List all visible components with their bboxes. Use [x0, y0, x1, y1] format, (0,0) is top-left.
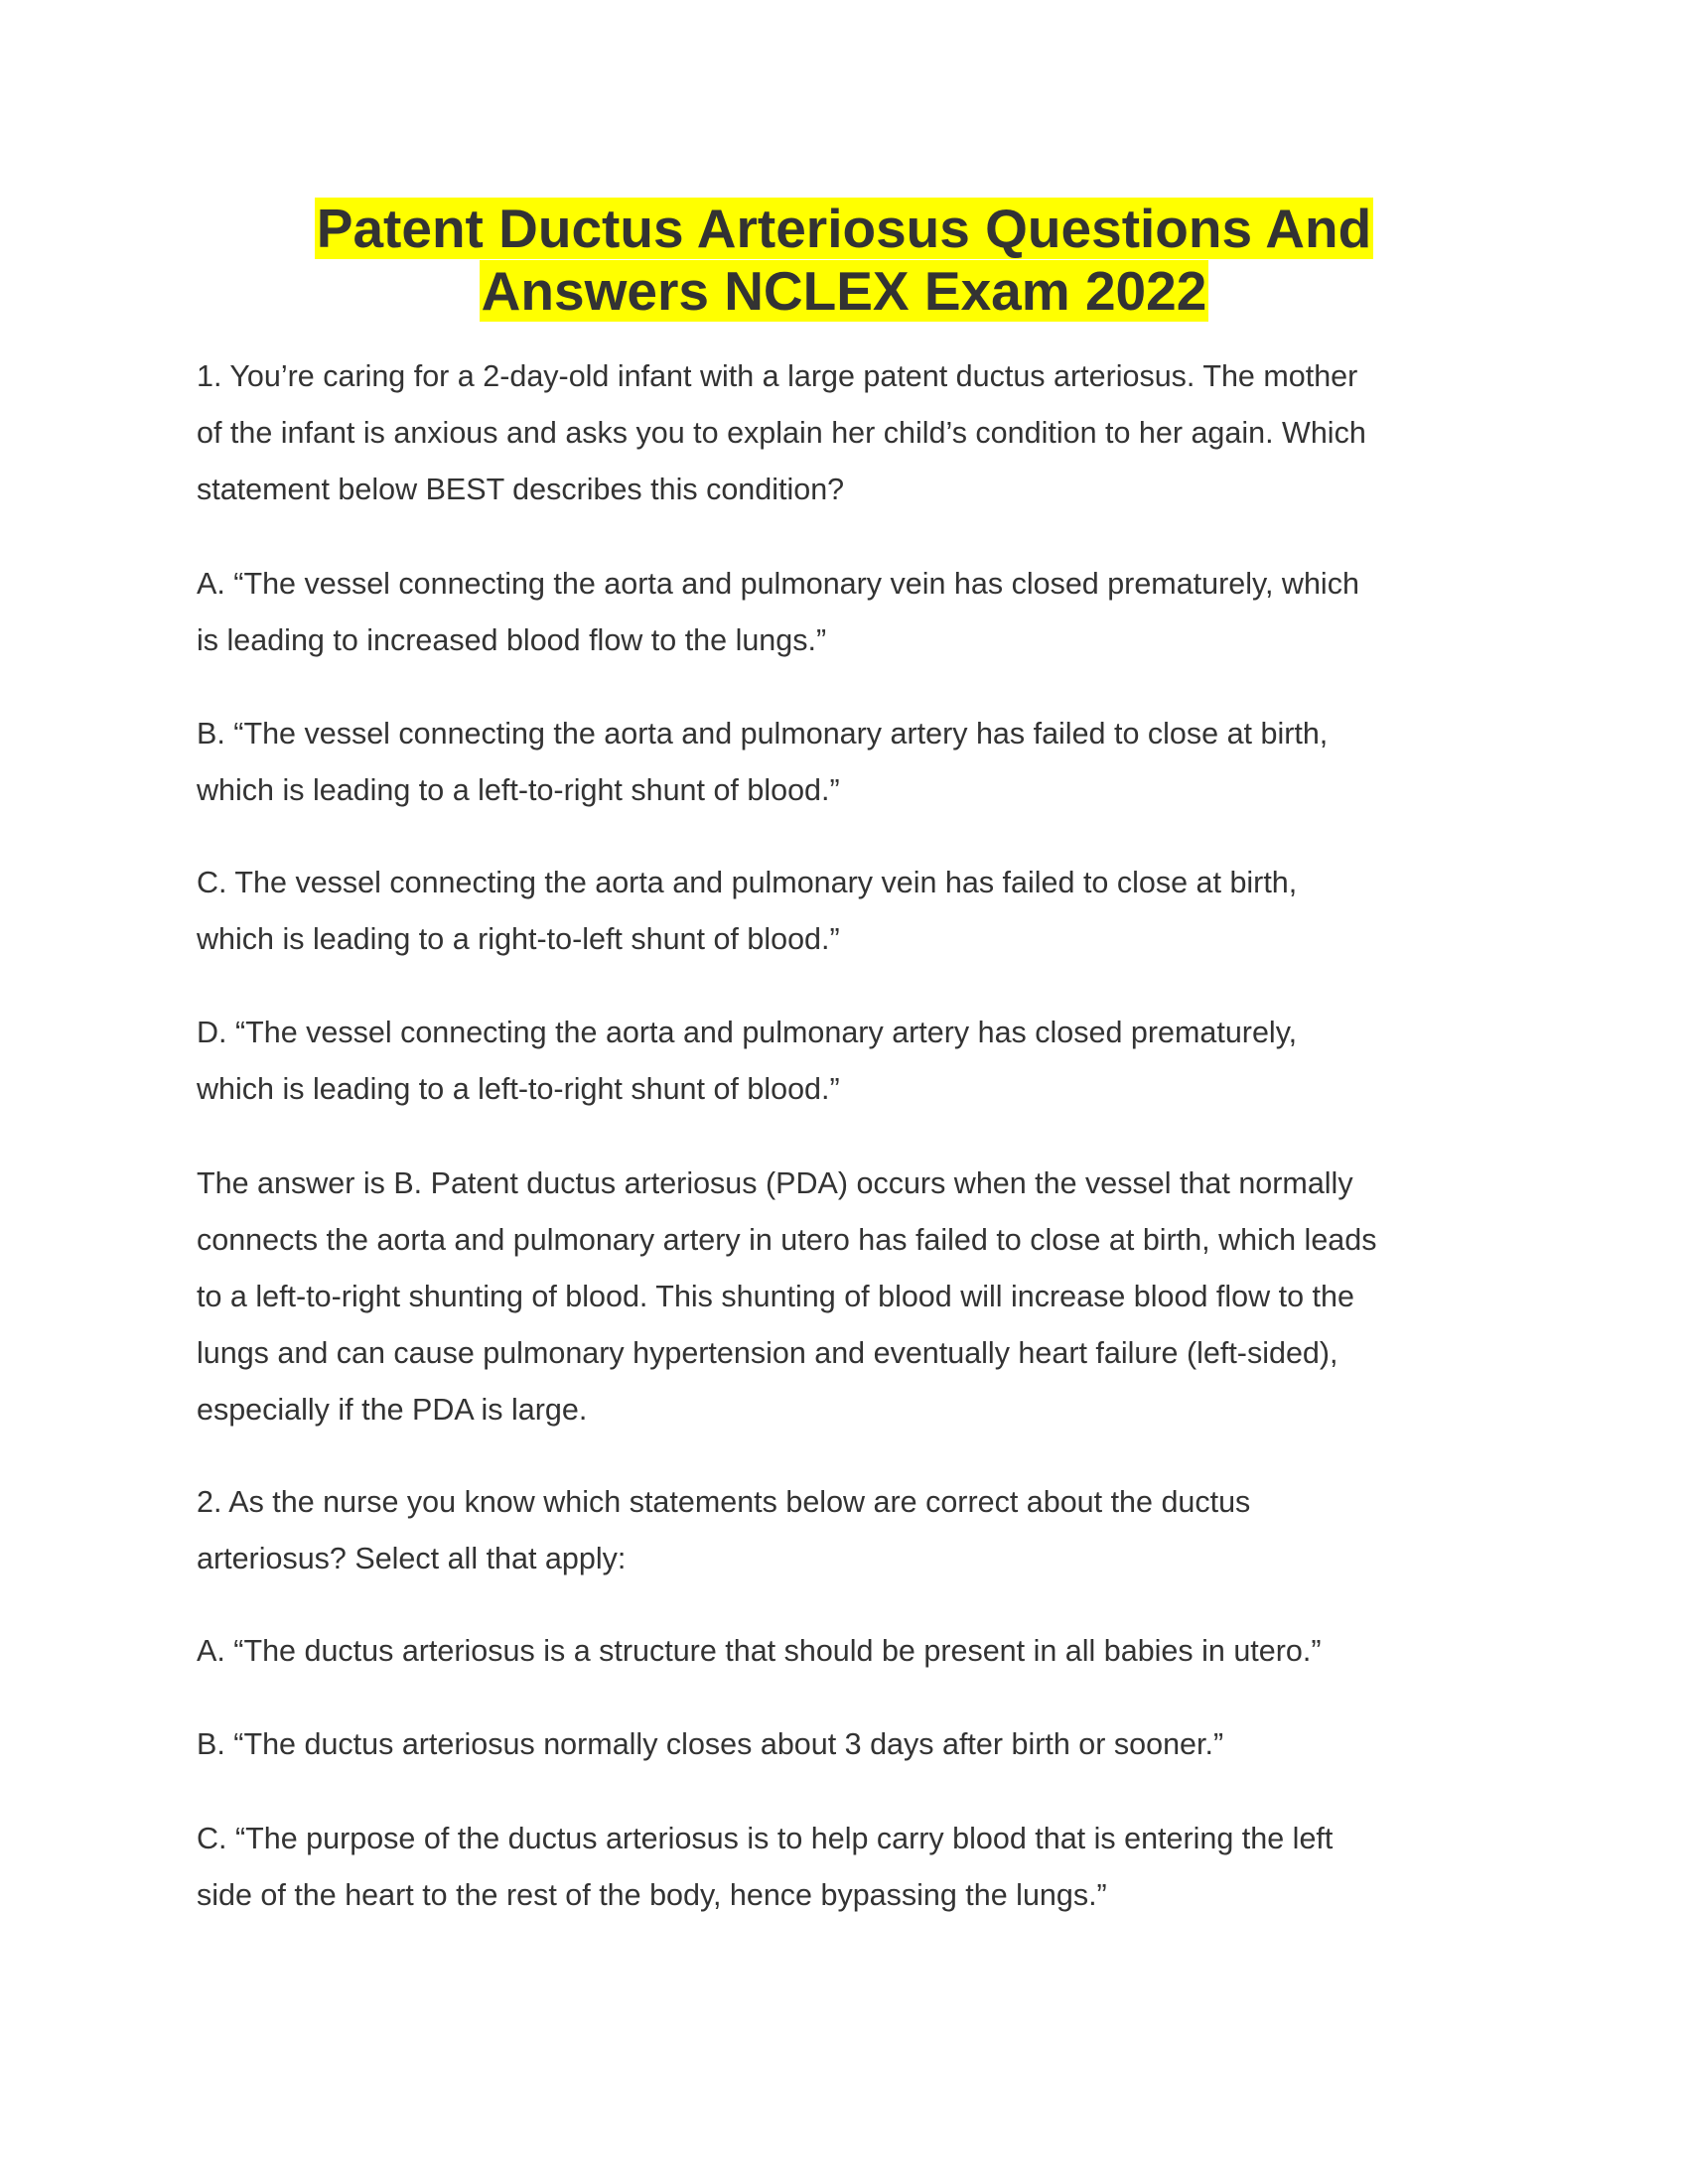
q1-option-b	[197, 706, 1507, 819]
q1-answer	[197, 1156, 1507, 1438]
text-line: C. The vessel connecting the aorta and pulmonary vein has failed to close at birth,	[197, 866, 1298, 899]
document-title	[0, 198, 1688, 323]
text-line: of the infant is anxious and asks you to explain her child’s condition to her again. Which	[197, 416, 1366, 450]
text-line: The answer is B. Patent ductus arteriosus (PDA) occurs when the vessel that normally	[197, 1166, 1353, 1200]
title-line: Answers NCLEX Exam 2022	[481, 260, 1207, 322]
text-line: B. “The ductus arteriosus normally closes about 3 days after birth or sooner.”	[197, 1727, 1224, 1761]
q2-option-a	[197, 1623, 1507, 1680]
text-line: which is leading to a left-to-right shunt of blood.”	[197, 1072, 840, 1106]
text-line: 2. As the nurse you know which statements below are correct about the ductus	[197, 1485, 1251, 1519]
text-line: arteriosus? Select all that apply:	[197, 1542, 627, 1575]
text-line: A. “The ductus arteriosus is a structure that should be present in all babies in utero.”	[197, 1634, 1322, 1668]
text-line: D. “The vessel connecting the aorta and pulmonary artery has closed prematurely,	[197, 1016, 1298, 1049]
q1-option-c	[197, 855, 1507, 968]
text-line: side of the heart to the rest of the body, hence bypassing the lungs.”	[197, 1878, 1107, 1912]
text-line: lungs and can cause pulmonary hypertension and eventually heart failure (left-sided),	[197, 1336, 1338, 1370]
text-line: 1. You’re caring for a 2-day-old infant with a large patent ductus arteriosus. The mother	[197, 359, 1358, 393]
text-line: which is leading to a right-to-left shunt of blood.”	[197, 922, 840, 956]
q2-option-b	[197, 1716, 1507, 1773]
text-line: B. “The vessel connecting the aorta and pulmonary artery has failed to close at birth,	[197, 717, 1329, 751]
text-line: connects the aorta and pulmonary artery in utero has failed to close at birth, which leads	[197, 1223, 1377, 1257]
title-line: Patent Ductus Arteriosus Questions And	[316, 198, 1372, 259]
text-line: which is leading to a left-to-right shunt of blood.”	[197, 773, 840, 807]
q1-option-a	[197, 556, 1507, 669]
text-line: A. “The vessel connecting the aorta and pulmonary vein has closed prematurely, which	[197, 567, 1359, 601]
question-1	[197, 348, 1507, 518]
question-2	[197, 1474, 1507, 1587]
q1-option-d	[197, 1005, 1507, 1118]
text-line: especially if the PDA is large.	[197, 1393, 588, 1427]
text-line: C. “The purpose of the ductus arteriosus is to help carry blood that is entering the left	[197, 1822, 1334, 1855]
q2-option-c	[197, 1811, 1507, 1924]
text-line: to a left-to-right shunting of blood. This shunting of blood will increase blood flow to the	[197, 1280, 1354, 1313]
text-line: is leading to increased blood flow to the lungs.”	[197, 623, 827, 657]
text-line: statement below BEST describes this condition?	[197, 473, 845, 506]
